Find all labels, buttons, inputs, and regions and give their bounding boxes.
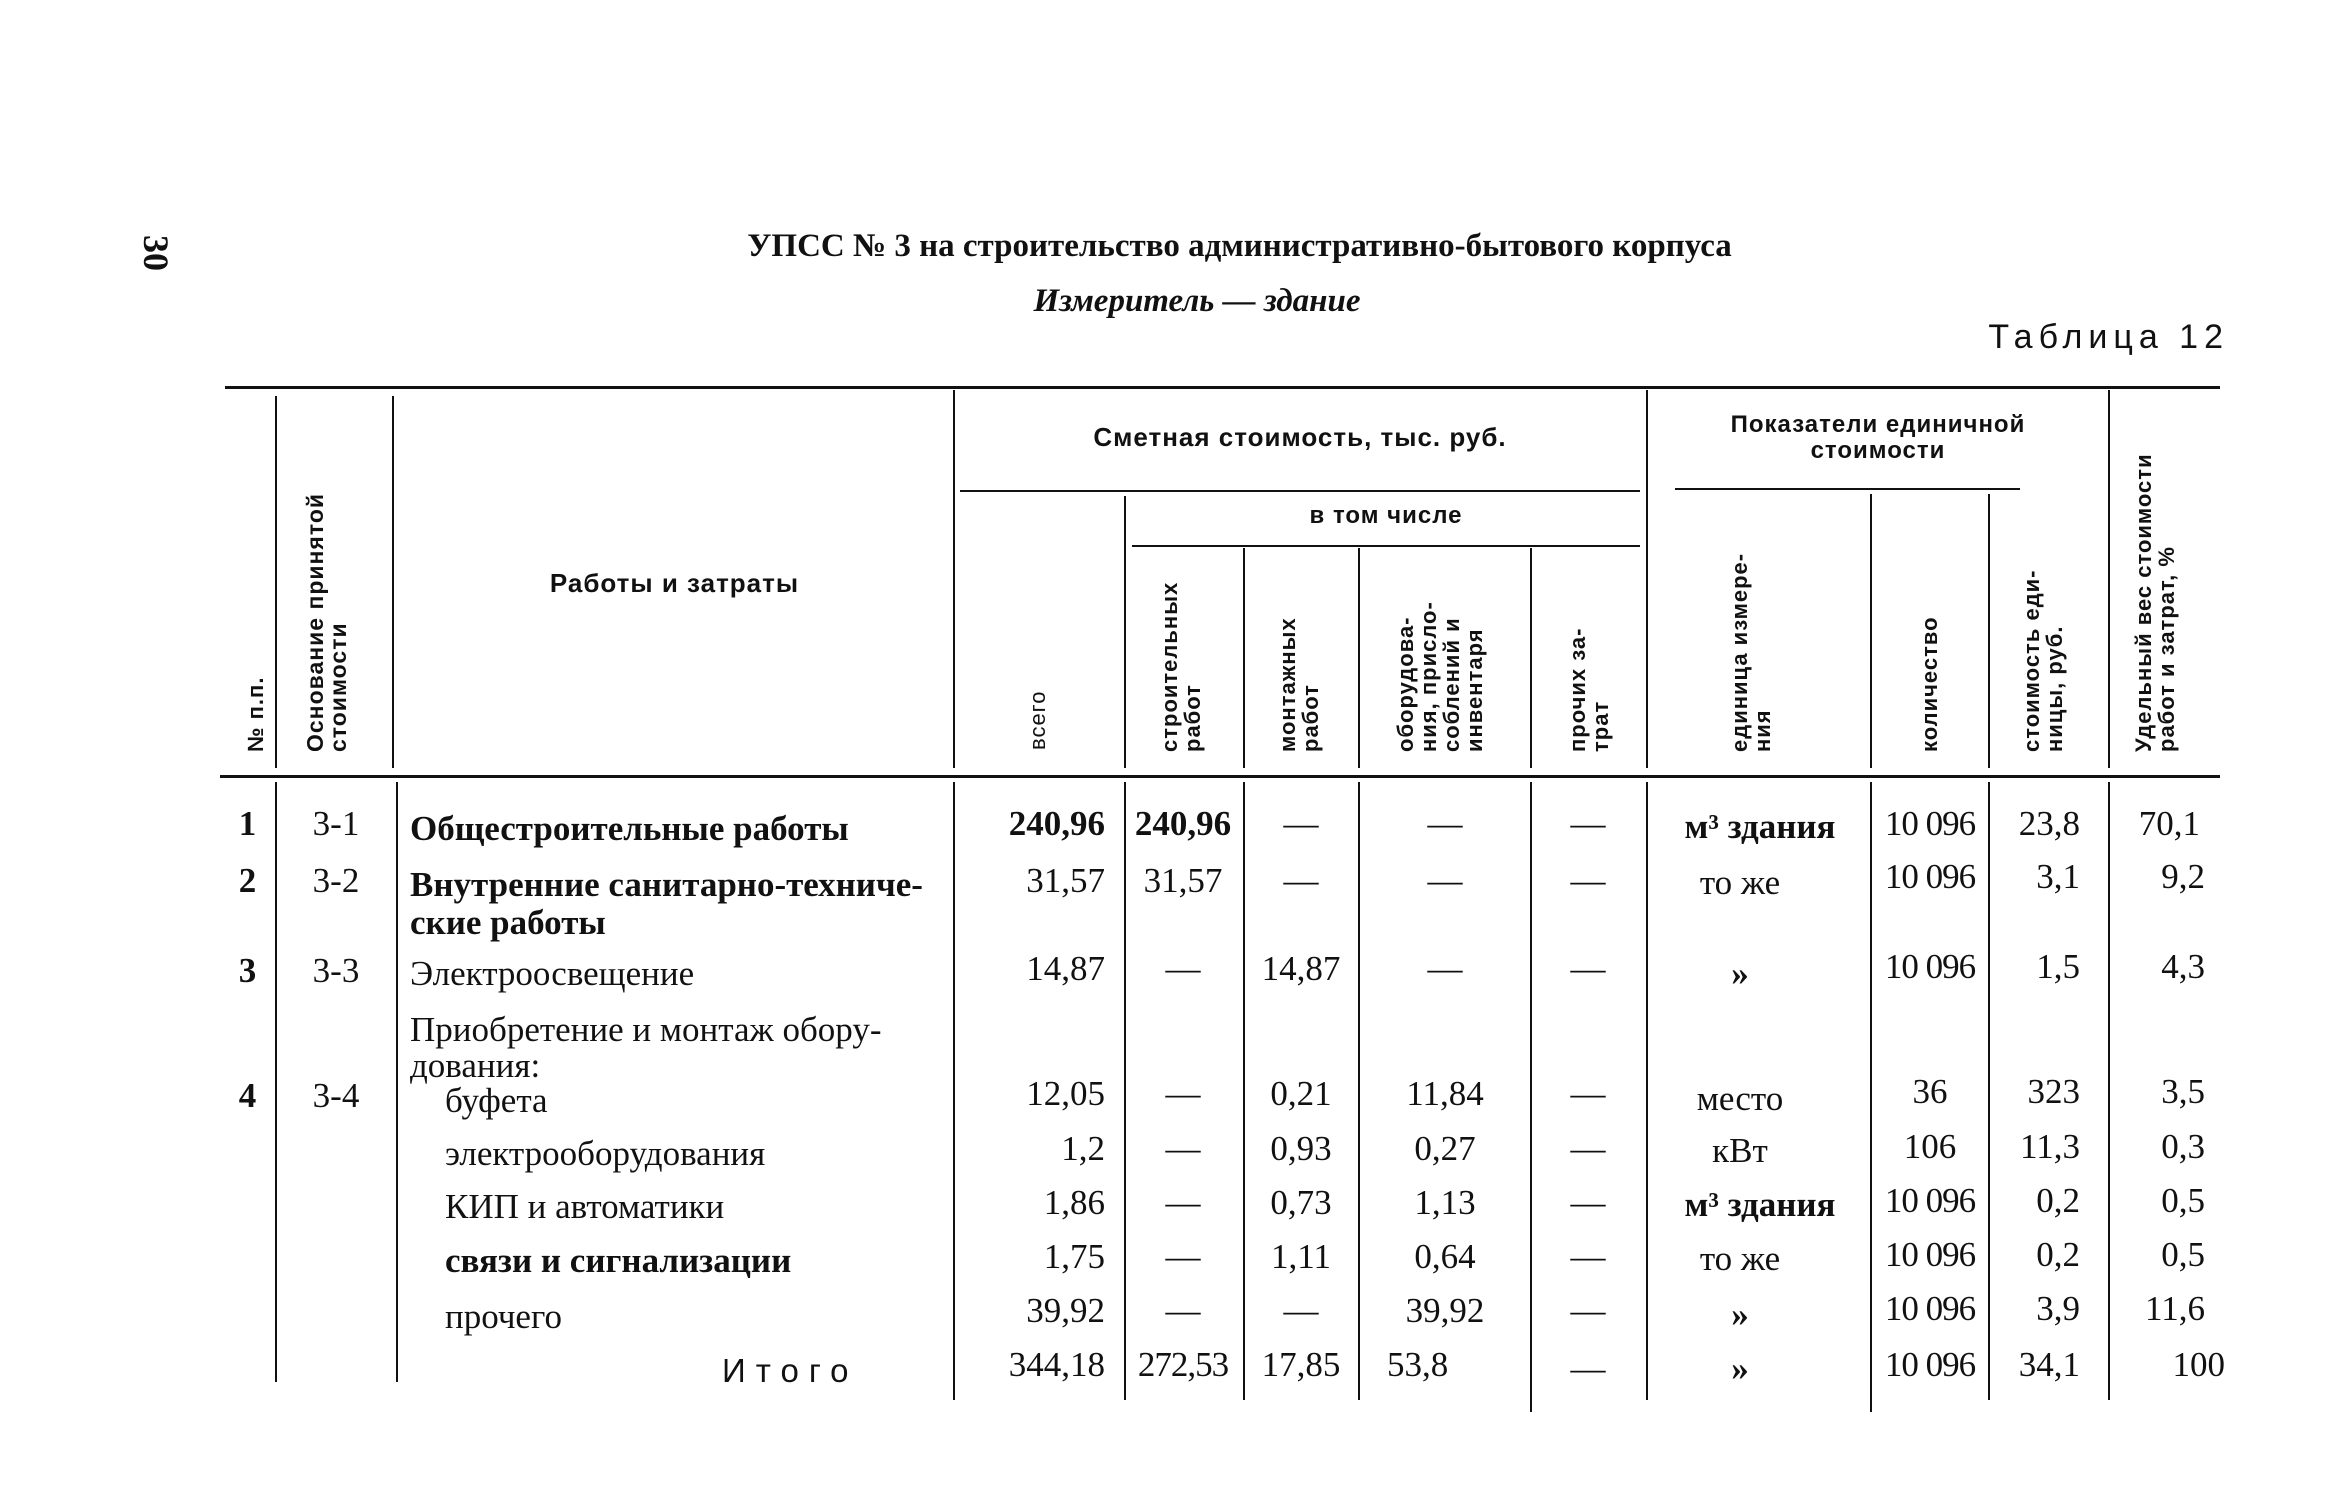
row-7-equipment: 0,64 [1414, 1237, 1476, 1276]
vline-7 [1530, 548, 1532, 768]
row-2-other: — [1570, 861, 1606, 900]
row-8-construction: — [1165, 1291, 1201, 1330]
row-3-total: 14,87 [1026, 949, 1105, 988]
row-3-num: 3 [238, 951, 257, 990]
row-1-other: — [1570, 804, 1606, 843]
header-equipment: оборудова- ния, присло- соблений и инвентаря [1393, 601, 1487, 752]
header-works: Работы и затраты [549, 568, 800, 598]
vline-10 [1988, 494, 1990, 768]
row-3-other: — [1570, 949, 1606, 988]
row-8-installation: — [1283, 1291, 1319, 1330]
row-3-quantity: 10 096 [1884, 947, 1976, 986]
header-unit: единица измере- ния [1727, 552, 1775, 752]
row-6-name: КИП и автоматики [445, 1187, 725, 1226]
total-row-total: 344,18 [1008, 1345, 1105, 1384]
header-unit-group: Показатели единичной стоимости [1730, 411, 2026, 464]
row-1-quantity: 10 096 [1884, 804, 1976, 843]
row-6-other: — [1570, 1183, 1606, 1222]
row-8-other: — [1570, 1291, 1606, 1330]
row-4-num: 4 [238, 1076, 257, 1115]
row-2-equipment: — [1427, 861, 1463, 900]
row-2-unit-cost: 3,1 [2036, 857, 2080, 896]
vline-4 [1124, 496, 1126, 768]
row-6-unit: м³ здания [1684, 1185, 1836, 1224]
row-5-unit: кВт [1712, 1131, 1768, 1170]
row-8-unit-cost: 3,9 [2036, 1289, 2080, 1328]
row-7-total: 1,75 [1043, 1237, 1105, 1276]
row-6-total: 1,86 [1043, 1183, 1105, 1222]
row-6-installation: 0,73 [1270, 1183, 1332, 1222]
row-4-basis: 3-4 [312, 1076, 360, 1115]
header-basis: Основание принятой стоимости [302, 492, 351, 752]
row-5-construction: — [1165, 1129, 1201, 1168]
row-2-unit: то же [1699, 863, 1781, 902]
row-4-equipment: 11,84 [1406, 1074, 1484, 1113]
row-5-other: — [1570, 1129, 1606, 1168]
header-bottom-rule [220, 775, 2220, 778]
body-vline-8 [1646, 782, 1648, 1400]
total-row-installation: 17,85 [1261, 1345, 1341, 1384]
row-4-share: 3,5 [2161, 1072, 2205, 1111]
vline-2 [392, 396, 394, 768]
row-2-share: 9,2 [2161, 857, 2205, 896]
row-6-share: 0,5 [2161, 1181, 2205, 1220]
row-6-unit-cost: 0,2 [2036, 1181, 2080, 1220]
row-2-total: 31,57 [1026, 861, 1105, 900]
row-2-installation: — [1283, 861, 1319, 900]
row-3-equipment: — [1427, 949, 1463, 988]
row-8-quantity: 10 096 [1884, 1289, 1976, 1328]
page-number: 30 [136, 235, 176, 271]
row-4-name: буфета [445, 1081, 548, 1120]
row-4-total: 12,05 [1026, 1074, 1105, 1113]
row-1-construction: 240,96 [1134, 804, 1232, 843]
header-unit-cost: стоимость еди- ницы, руб. [2019, 569, 2067, 752]
row-5-total: 1,2 [1061, 1129, 1105, 1168]
body-vline-2 [396, 782, 398, 1382]
row-2-num: 2 [238, 861, 257, 900]
header-estimate-group: Сметная стоимость, тыс. руб. [1093, 422, 1507, 452]
vline-9 [1870, 494, 1872, 768]
row-3-basis: 3-3 [312, 951, 360, 990]
row-3-construction: — [1165, 949, 1201, 988]
row-4-unit: место [1696, 1079, 1784, 1118]
row-1-name: Общестроительные работы [410, 809, 849, 848]
row-1-unit: м³ здания [1684, 807, 1836, 846]
row-1-installation: — [1283, 804, 1319, 843]
row-5-share: 0,3 [2161, 1127, 2205, 1166]
measure-subtitle-text: Измеритель — здание [1033, 283, 1361, 319]
row-7-quantity: 10 096 [1884, 1235, 1976, 1274]
row-4-quantity: 36 [1912, 1072, 1948, 1111]
row-7-share: 0,5 [2161, 1235, 2205, 1274]
row-7-name: связи и сигнализации [445, 1241, 792, 1280]
row-8-equipment: 39,92 [1405, 1291, 1485, 1330]
row-5-installation: 0,93 [1270, 1129, 1332, 1168]
row-3-installation: 14,87 [1261, 949, 1341, 988]
table-top-rule [225, 386, 2220, 389]
table-label: Таблица 12 [1988, 318, 2229, 356]
vline-11 [2108, 390, 2110, 768]
header-num: № п.п. [243, 676, 268, 752]
estimate-subrule [960, 490, 1640, 492]
row-8-share: 11,6 [2145, 1289, 2205, 1328]
total-row-other: — [1570, 1349, 1606, 1388]
row-3-name: Электроосвещение [410, 954, 695, 993]
row-6-quantity: 10 096 [1884, 1181, 1976, 1220]
row-1-share: 70,1 [2138, 804, 2200, 843]
row-4-construction: — [1165, 1074, 1201, 1113]
row-7-installation: 1,11 [1271, 1237, 1331, 1276]
row-4-installation: 0,21 [1270, 1074, 1332, 1113]
row-1-equipment: — [1427, 804, 1463, 843]
row-4-name-group: Приобретение и монтаж обору-дования: [410, 1010, 882, 1085]
unit-group-subrule [1675, 488, 2020, 490]
header-share: Удельный вес стоимости работ и затрат, % [2131, 453, 2179, 752]
document-title-text: УПСС № 3 на строительство административно-бытового корпуса [747, 228, 1732, 264]
row-3-share: 4,3 [2161, 947, 2205, 986]
row-5-quantity: 106 [1903, 1127, 1957, 1166]
total-row-construction: 272,53 [1137, 1345, 1229, 1384]
total-row-unit-cost: 34,1 [2018, 1345, 2080, 1384]
row-8-total: 39,92 [1026, 1291, 1105, 1330]
row-5-unit-cost: 11,3 [2020, 1127, 2080, 1166]
row-2-construction: 31,57 [1143, 861, 1223, 900]
header-construction: строительных работ [1157, 581, 1205, 752]
row-1-basis: 3-1 [312, 804, 360, 843]
total-row-equipment: 53,8 [1387, 1345, 1449, 1384]
total-row-label: Итого [722, 1352, 859, 1389]
row-5-name: электрооборудования [445, 1134, 766, 1173]
row-6-equipment: 1,13 [1414, 1183, 1476, 1222]
row-4-other: — [1570, 1074, 1606, 1113]
row-6-construction: — [1165, 1183, 1201, 1222]
row-2-name: Внутренние санитарно-техниче-ские работы [410, 865, 923, 942]
vline-5 [1243, 548, 1245, 768]
total-row-unit: » [1731, 1349, 1749, 1388]
row-4-unit-cost: 323 [2027, 1072, 2080, 1111]
row-3-unit-cost: 1,5 [2036, 947, 2080, 986]
row-7-other: — [1570, 1237, 1606, 1276]
header-total: всего [1025, 690, 1050, 750]
vline-6 [1358, 548, 1360, 768]
row-7-unit: то же [1699, 1239, 1781, 1278]
row-2-quantity: 10 096 [1884, 857, 1976, 896]
row-1-num: 1 [238, 804, 257, 843]
header-including: в том числе [1309, 502, 1463, 529]
row-3-unit: » [1731, 954, 1749, 993]
vline-1 [275, 396, 277, 768]
row-1-unit-cost: 23,8 [2018, 804, 2080, 843]
total-row-share: 100 [2172, 1345, 2225, 1384]
row-7-construction: — [1165, 1237, 1201, 1276]
header-quantity: количество [1917, 616, 1942, 752]
row-2-basis: 3-2 [312, 861, 360, 900]
row-8-unit: » [1731, 1295, 1749, 1334]
header-other: прочих за- трат [1565, 627, 1613, 752]
total-row-quantity: 10 096 [1884, 1345, 1976, 1384]
header-installation: монтажных работ [1275, 617, 1323, 752]
row-1-total: 240,96 [1008, 804, 1105, 843]
row-7-unit-cost: 0,2 [2036, 1235, 2080, 1274]
row-8-name: прочего [445, 1297, 562, 1336]
including-subrule [1132, 545, 1640, 547]
row-5-equipment: 0,27 [1414, 1129, 1476, 1168]
body-vline-1 [275, 782, 277, 1382]
